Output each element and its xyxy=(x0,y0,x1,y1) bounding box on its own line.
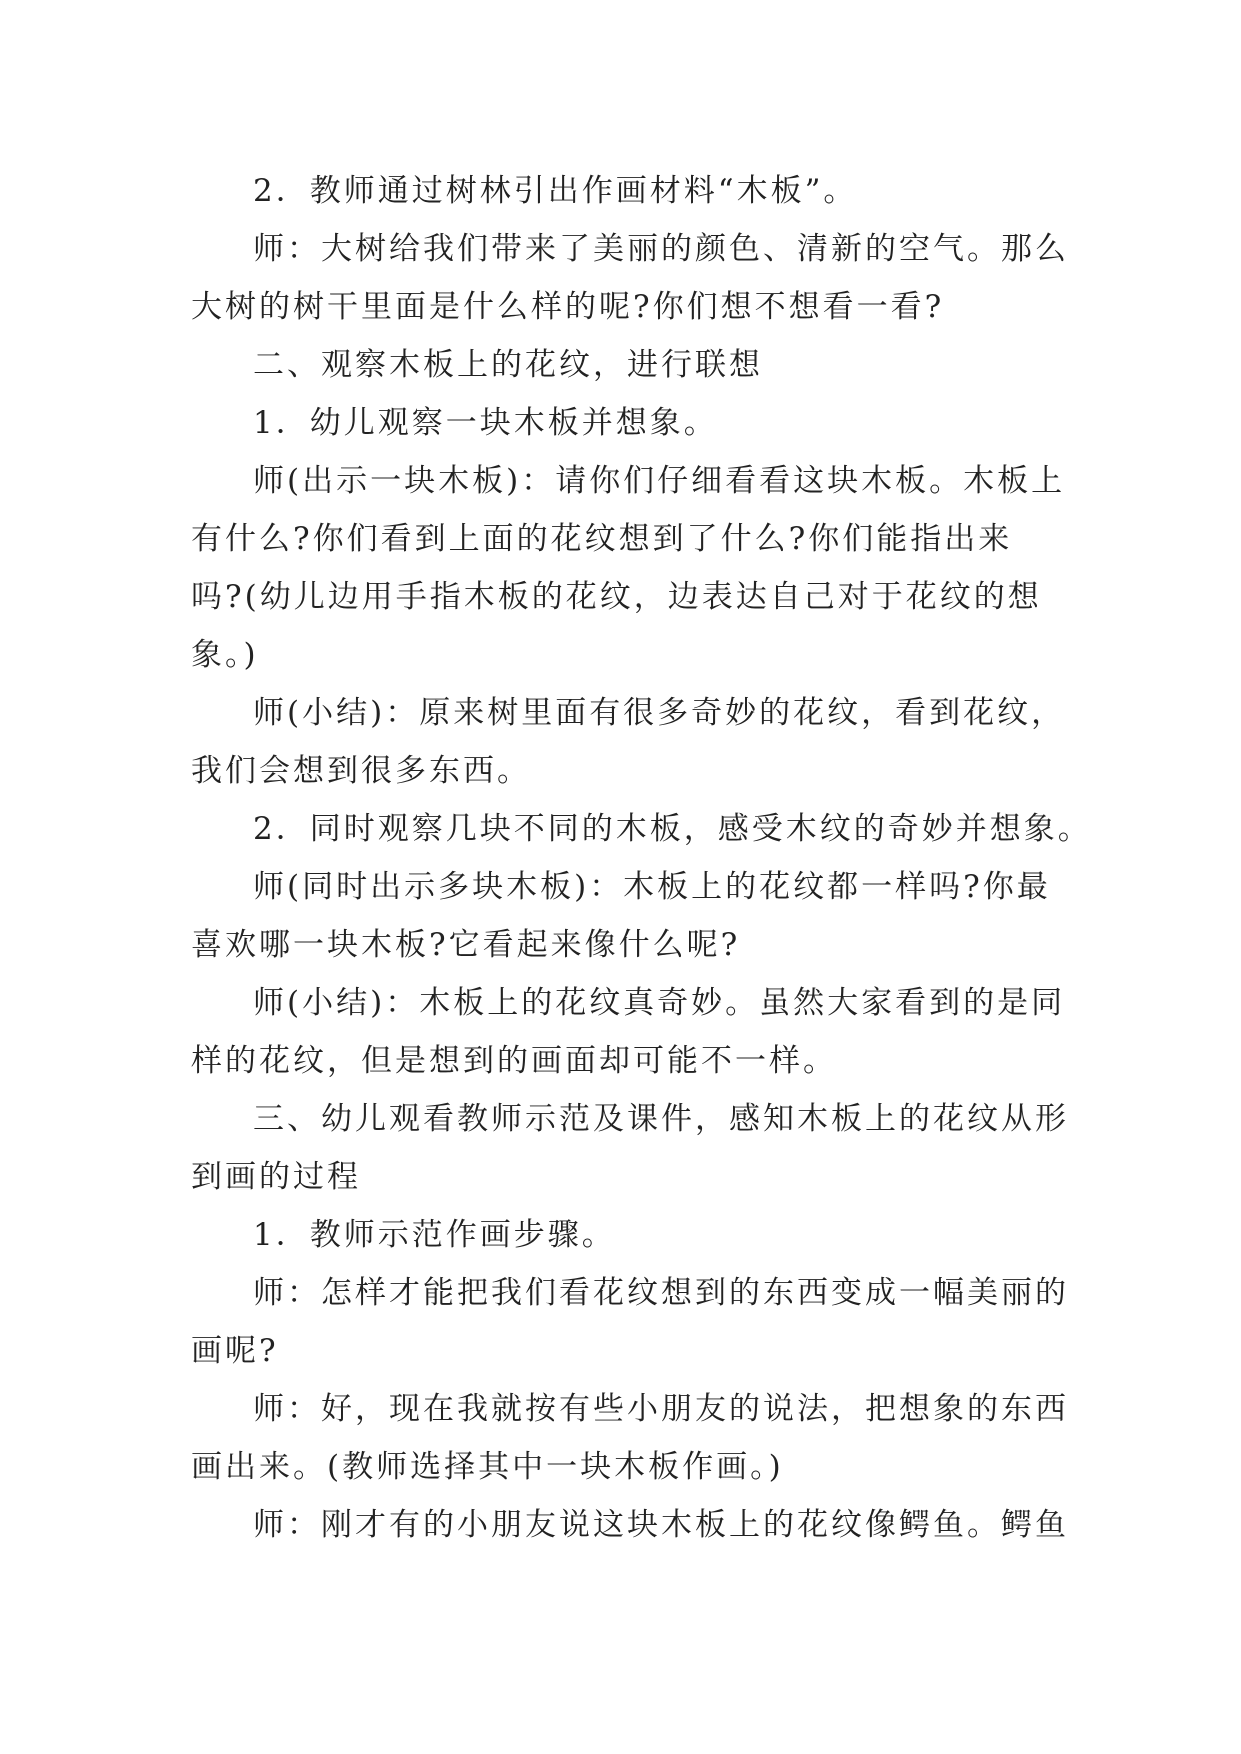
text-line: 1．教师示范作画步骤。 xyxy=(253,1217,616,1253)
text-line: 2．教师通过树林引出作画材料“木板”。 xyxy=(253,173,858,209)
text-line: 师：刚才有的小朋友说这块木板上的花纹像鳄鱼。鳄鱼 xyxy=(253,1507,1069,1543)
text-line: 有什么?你们看到上面的花纹想到了什么?你们能指出来 xyxy=(191,521,1013,557)
text-line: 画呢? xyxy=(191,1333,279,1369)
text-line: 画出来。(教师选择其中一块木板作画。) xyxy=(191,1449,784,1485)
text-line: 师(小结)：木板上的花纹真奇妙。虽然大家看到的是同 xyxy=(253,985,1066,1021)
text-line: 师(小结)：原来树里面有很多奇妙的花纹，看到花纹， xyxy=(253,695,1066,731)
text-line: 师(同时出示多块木板)：木板上的花纹都一样吗?你最 xyxy=(253,869,1051,905)
text-line: 师：大树给我们带来了美丽的颜色、清新的空气。那么 xyxy=(253,231,1069,267)
text-line: 样的花纹，但是想到的画面却可能不一样。 xyxy=(191,1043,837,1079)
text-line: 我们会想到很多东西。 xyxy=(191,753,531,789)
document-body xyxy=(191,162,1092,1554)
text-line: 吗?(幼儿边用手指木板的花纹，边表达自己对于花纹的想 xyxy=(191,579,1042,615)
text-line: 到画的过程 xyxy=(191,1159,361,1195)
text-line: 1．幼儿观察一块木板并想象。 xyxy=(253,405,718,441)
text-line: 喜欢哪一块木板?它看起来像什么呢? xyxy=(191,927,741,963)
text-line: 师(出示一块木板)：请你们仔细看看这块木板。木板上 xyxy=(253,463,1066,499)
text-line: 象。) xyxy=(191,637,259,673)
section-heading: 二、观察木板上的花纹，进行联想 xyxy=(253,347,763,383)
text-line: 师：怎样才能把我们看花纹想到的东西变成一幅美丽的 xyxy=(253,1275,1069,1311)
text-line: 师：好，现在我就按有些小朋友的说法，把想象的东西 xyxy=(253,1391,1069,1427)
section-heading: 三、幼儿观看教师示范及课件，感知木板上的花纹从形 xyxy=(253,1101,1069,1137)
text-line: 大树的树干里面是什么样的呢?你们想不想看一看? xyxy=(191,289,945,325)
text-line: 2．同时观察几块不同的木板，感受木纹的奇妙并想象。 xyxy=(253,811,1092,847)
